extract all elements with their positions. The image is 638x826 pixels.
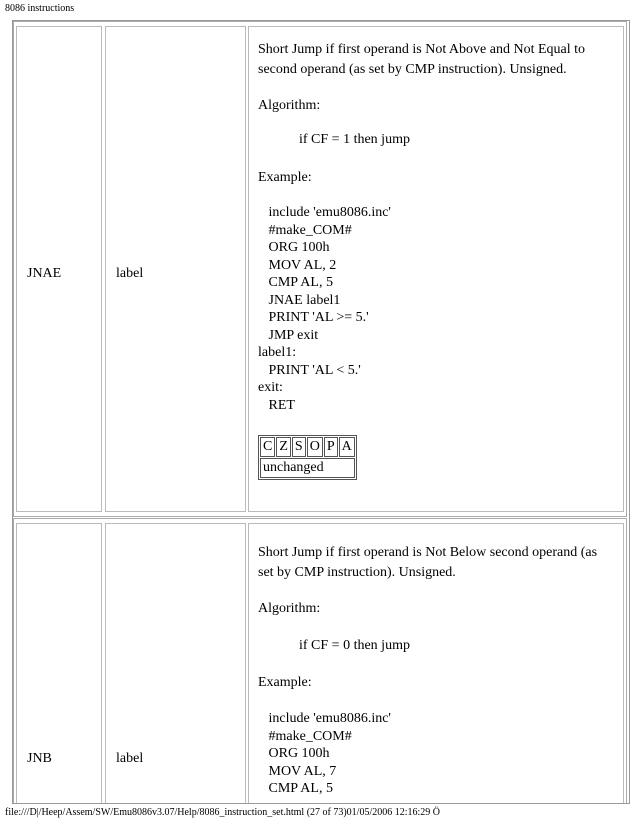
- algorithm-text: if CF = 1 then jump: [299, 132, 410, 147]
- mnemonic-cell: [16, 523, 102, 804]
- description: Short Jump if first operand is Not Above and Not Equal to second operand (as set by CMP instruction). Unsigned.: [258, 42, 586, 77]
- flag-z: Z: [276, 437, 291, 457]
- flag-o: O: [307, 437, 323, 457]
- algorithm-text: if CF = 0 then jump: [299, 638, 410, 653]
- page-header: 8086 instructions: [5, 3, 75, 14]
- operand: label: [116, 751, 144, 766]
- description-cell: [248, 523, 624, 804]
- page-footer: file:///D|/Heep/Assem/SW/Emu8086v3.07/Help/8086_instruction_set.html (27 of 73)01/05/2006 12:16:29 Ö: [5, 807, 441, 818]
- algorithm-heading: Algorithm:: [258, 601, 321, 616]
- code-example: include 'emu8086.inc' #make_COM# ORG 100h MOV AL, 7 CMP AL, 5: [268, 711, 391, 796]
- example-heading: Example:: [258, 170, 312, 185]
- flag-p: P: [324, 437, 338, 457]
- algorithm-heading: Algorithm:: [258, 98, 321, 113]
- operand-cell: [105, 523, 246, 804]
- operand: label: [116, 266, 144, 281]
- code-example: include 'emu8086.inc' #make_COM# ORG 100h MOV AL, 2 CMP AL, 5 JNAE label1 PRINT 'AL >= 5.' JMP exit label1: PRINT 'AL < 5.' exit: RET: [258, 205, 391, 413]
- table-row-jnb: [13, 518, 627, 804]
- mnemonic: JNAE: [27, 266, 62, 281]
- example-heading: Example:: [258, 675, 312, 690]
- flag-c: C: [260, 437, 275, 457]
- flag-a: A: [339, 437, 355, 457]
- mnemonic: JNB: [27, 751, 52, 766]
- description-cell: [248, 26, 624, 512]
- table-row-jnae: [13, 21, 627, 517]
- flags-state: unchanged: [260, 458, 355, 478]
- instruction-table: [12, 20, 630, 804]
- flags-table: [258, 435, 357, 480]
- operand-cell: [105, 26, 246, 512]
- mnemonic-cell: [16, 26, 102, 512]
- description: Short Jump if first operand is Not Below second operand (as set by CMP instruction). Unsigned.: [258, 545, 598, 580]
- flag-s: S: [292, 437, 306, 457]
